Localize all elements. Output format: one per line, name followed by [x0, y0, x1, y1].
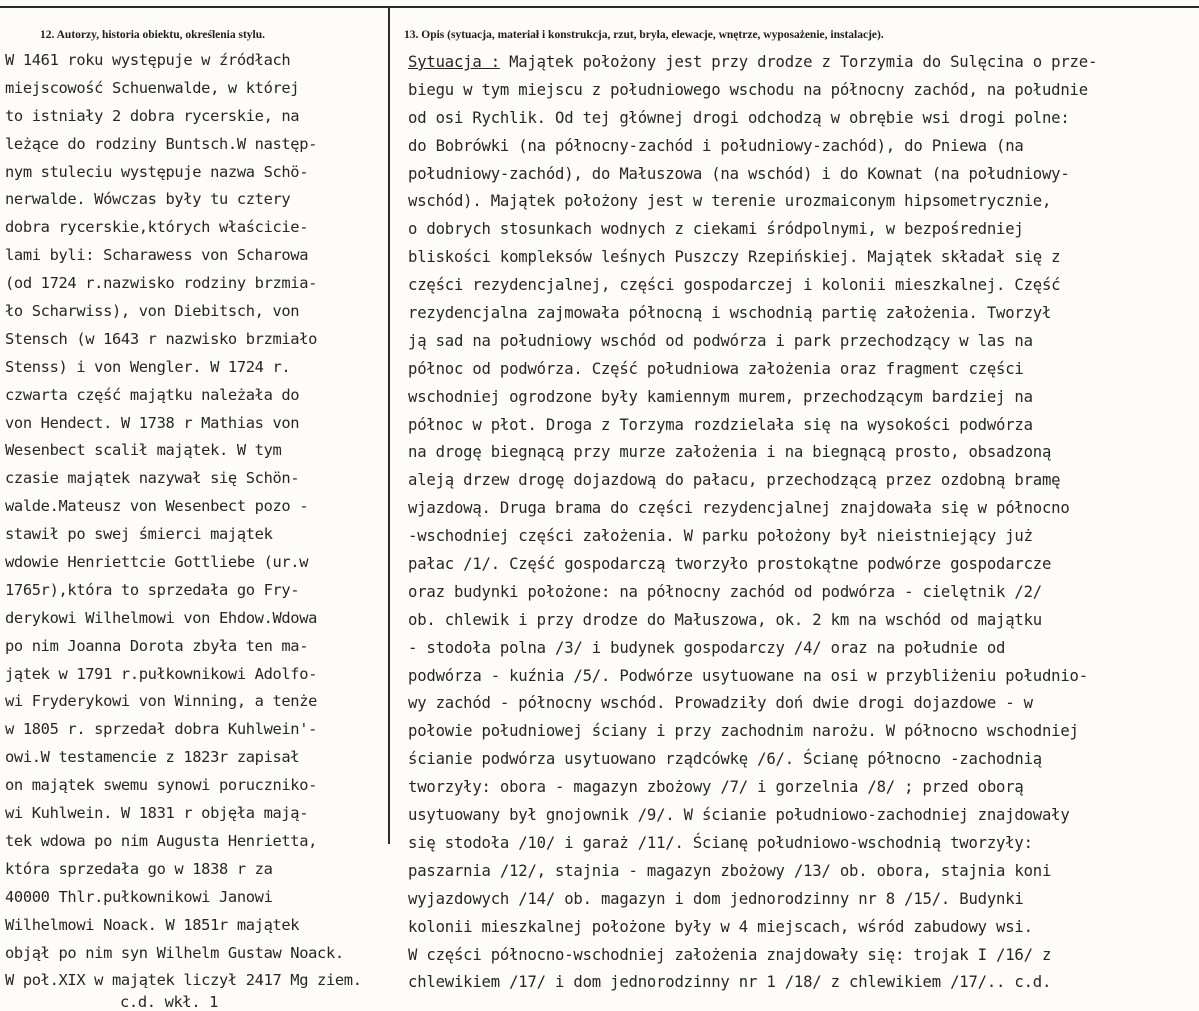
text-line: Wilhelmowi Noack. W 1851r majątek — [5, 915, 300, 934]
text-line: usytuowany był gnojownik /9/. W ścianie południowo-zachodniej znajdowały — [408, 806, 1070, 825]
right-column-heading: 13. Opis (sytuacja, materiał i konstrukcja, rzut, bryła, elewacje, wnętrze, wyposażenie, instalacje). — [404, 29, 884, 41]
text-line: wi Kuhlwein. W 1831 r objęła mają- — [5, 804, 309, 823]
section-label: Sytuacja : — [408, 53, 500, 71]
text-line: nym stuleciu występuje nazwa Schö- — [5, 162, 309, 181]
history-text — [5, 47, 385, 1009]
text-line: w 1805 r. sprzedał dobra Kuhlwein'- — [5, 720, 318, 739]
text-line: - stodoła polna /3/ i budynek gospodarczy /4/ oraz na południe od — [408, 638, 1006, 657]
text-line: czwarta część majątku należała do — [5, 385, 300, 404]
text-line: (od 1724 r.nazwisko rodziny brzmia- — [5, 274, 318, 293]
text-line: W poł.XIX w majątek liczył 2417 Mg ziem. — [5, 971, 362, 990]
text-line: Stenss) i von Wengler. W 1724 r. — [5, 357, 291, 376]
text-line: 1765r),która to sprzedała go Fry- — [5, 580, 300, 599]
text-line: Stensch (w 1643 r nazwisko brzmiało — [5, 329, 318, 348]
text-line: północ od podwórza. Część południowa założenia oraz fragment części — [408, 359, 1024, 378]
text-line: W części północno-wschodniej założenia znajdowały się: trojak I /16/ z — [408, 945, 1052, 964]
text-line: o dobrych stosunkach wodnych z ciekami śródpolnymi, w bezpośredniej — [408, 220, 1024, 239]
text-line: on majątek swemu synowi poruczniko- — [5, 776, 318, 795]
text-line: leżące do rodziny Buntsch.W następ- — [5, 134, 318, 153]
text-line: po nim Joanna Dorota zbyła ten ma- — [5, 636, 309, 655]
continuation-note: c.d. wkł. 1 — [120, 993, 219, 1011]
text-line: połowie południowej ściany i przy zachodnim narożu. W północno wschodniej — [408, 722, 1079, 741]
text-line: walde.Mateusz von Wesenbect pozo - — [5, 497, 309, 516]
text-line: czasie majątek nazywał się Schön- — [5, 469, 300, 488]
text-line: wdowie Henriettcie Gottliebe (ur.w — [5, 553, 309, 572]
text-line: tek wdowa po nim Augusta Henrietta, — [5, 831, 318, 850]
text-line: Wesenbect scalił majątek. W tym — [5, 441, 282, 460]
text-line: miejscowość Schuenwalde, w której — [5, 78, 300, 97]
text-line: nerwalde. Wówczas były tu cztery — [5, 190, 291, 209]
text-line — [408, 49, 1198, 77]
text-line: objął po nim syn Wilhelm Gustaw Noack. — [5, 943, 344, 962]
text-line: von Hendect. W 1738 r Mathias von — [5, 413, 300, 432]
text-line: to istniały 2 dobra rycerskie, na — [5, 106, 300, 125]
section-first-line: Majątek położony jest przy drodze z Torzymia do Sulęcina o prze- — [499, 53, 1098, 71]
text-line: wschodniej ogrodzone były kamiennym murem, przechodzącym bardziej na — [408, 387, 1033, 406]
text-line: lami byli: Scharawess von Scharowa — [5, 246, 309, 265]
text-line: jątek w 1791 r.pułkownikowi Adolfo- — [5, 664, 318, 683]
text-line: 40000 Thlr.pułkownikowi Janowi — [5, 887, 273, 906]
text-line: podwórza - kuźnia /5/. Podwórze usytuowane na osi w przybliżeniu południo- — [408, 666, 1088, 685]
text-line: rezydencjalna zajmowała północną i wschodnią partię założenia. Tworzył — [408, 304, 1052, 323]
text-line: owi.W testamencie z 1823r zapisał — [5, 748, 300, 767]
text-line: północ w płot. Droga z Torzyma rozdzielała się na wysokości podwórza — [408, 415, 1033, 434]
text-line: dobra rycerskie,których właściciе- — [5, 218, 309, 237]
text-line: chlewikiem /17/ i dom jednorodzinny nr 1 /18/ z chlewikiem /17/.. c.d. — [408, 973, 1052, 992]
text-line: biegu w tym miejscu z południowego wschodu na północny zachód, na południe — [408, 80, 1088, 99]
text-line: ścianie podwórza usytuowano rządcówkę /6/. Ścianę północno -zachodnią — [408, 750, 1042, 769]
text-line: ło Scharwiss), von Diebitsch, von — [5, 302, 300, 321]
text-line: aleją drzew drogę dojazdową do pałacu, przechodzącą przez ozdobną bramę — [408, 471, 1061, 490]
left-column-heading: 12. Autorzy, historia obiektu, określenia stylu. — [40, 29, 266, 41]
text-line: części rezydencjalnej, części gospodarczej i kolonii mieszkalnej. Część — [408, 276, 1061, 295]
text-line: od osi Rychlik. Od tej głównej drogi odchodzą w obrębie wsi drogi polne: — [408, 108, 1070, 127]
text-line: ob. chlewik i przy drodze do Małuszowa, ok. 2 km na wschód od majątku — [408, 610, 1042, 629]
text-line: na drogę biegnącą przy murze założenia i na biegnącą prosto, obsadzoną — [408, 443, 1052, 462]
text-line: wschód). Majątek położony jest w terenie urozmaiconym hipsometrycznie, — [408, 192, 1052, 211]
text-line: która sprzedała go w 1838 r za — [5, 859, 273, 878]
top-border-rule — [0, 6, 1199, 8]
text-line: wjazdową. Druga brama do części rezydencjalnej znajdowała się w północno — [408, 499, 1070, 518]
text-line: paszarnia /12/, stajnia - magazyn zbożowy /13/ ob. obora, stajnia koni — [408, 861, 1052, 880]
text-line: derykowi Wilhelmowi von Ehdow.Wdowa — [5, 608, 318, 627]
text-line: południowy-zachód), do Małuszowa (na wschód) i do Kownat (na południowy- — [408, 164, 1070, 183]
column-divider — [388, 6, 390, 844]
text-line: -wschodniej części założenia. W parku położony był nieistniejący już — [408, 527, 1033, 546]
text-line: W 1461 roku występuje w źródłach — [5, 51, 291, 69]
text-line: oraz budynki położone: na północny zachód od podwórza - cielętnik /2/ — [408, 582, 1042, 601]
text-line: wy zachód - północny wschód. Prowadziły doń dwie drogi dojazdowe - w — [408, 694, 1033, 713]
text-line: kolonii mieszkalnej położone były w 4 miejscach, wśród zabudowy wsi. — [408, 917, 1033, 936]
text-line: ją sad na południowy wschód od podwórza i park przechodzący w las na — [408, 331, 1033, 350]
text-line: bliskości kompleksów leśnych Puszczy Rzepińskiej. Majątek składał się z — [408, 248, 1061, 267]
text-line: wyjazdowych /14/ ob. magazyn i dom jednorodzinny nr 8 /15/. Budynki — [408, 889, 1024, 908]
text-line: do Bobrówki (na północny-zachód i południowy-zachód), do Pniewa (na — [408, 136, 1024, 155]
description-text — [408, 49, 1198, 997]
text-line: się stodoła /10/ i garaż /11/. Ścianę południowo-wschodnią tworzyły: — [408, 833, 1033, 852]
text-line: stawił po swej śmierci majątek — [5, 525, 273, 544]
text-line: tworzyły: obora - magazyn zbożowy /7/ i gorzelnia /8/ ; przed oborą — [408, 778, 1024, 797]
text-line: wi Fryderykowi von Winning, a tenże — [5, 692, 318, 711]
text-line: pałac /1/. Część gospodarczą tworzyło prostokątne podwórze gospodarcze — [408, 555, 1052, 574]
